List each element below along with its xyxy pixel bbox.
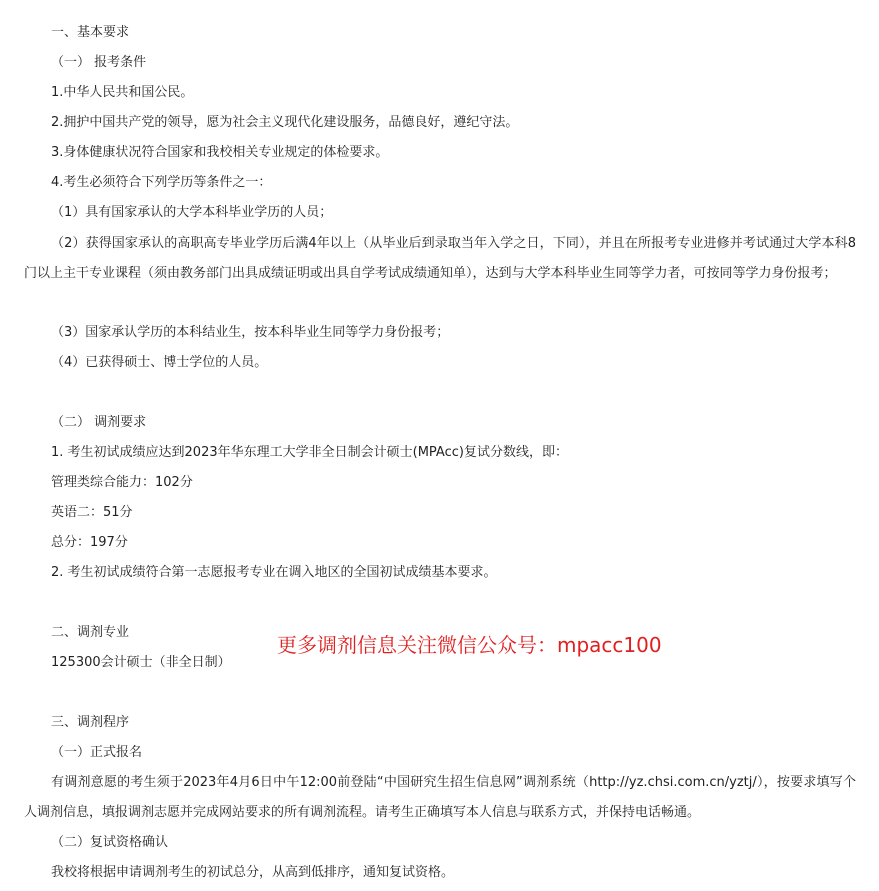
paragraph: 我校将根据申请调剂考生的初试总分，从高到低排序，通知复试资格。 (51, 865, 455, 880)
paragraph: 有调剂意愿的考生须于2023年4月6日中午12:00前登陆“中国研究生招生信息网”调剂系统（http://yz.chsi.com.cn/yztj/），按要求填写个人调剂信息，填报调剂志愿并完成网站要求的所有调剂流程。请考生正确填写本人信息与联系方式，并保持电话畅通。 (24, 775, 856, 820)
paragraph: （1）具有国家承认的大学本科毕业学历的人员； (51, 205, 333, 220)
paragraph: （3）国家承认学历的本科结业生，按本科毕业生同等学力身份报考； (51, 325, 450, 340)
subsection-title: （二）复试资格确认 (51, 835, 169, 850)
paragraph: 2. 考生初试成绩符合第一志愿报考专业在调入地区的全国初试成绩基本要求。 (51, 565, 497, 580)
section-title: 三、调剂程序 (51, 715, 130, 730)
paragraph: 3.身体健康状况符合国家和我校相关专业规定的体检要求。 (51, 145, 389, 160)
subsection-title: （一） 报考条件 (51, 55, 147, 70)
paragraph: 管理类综合能力：102分 (51, 475, 193, 490)
paragraph: 125300会计硕士（非全日制） (51, 655, 231, 670)
paragraph: 4.考生必须符合下列学历等条件之一： (51, 175, 272, 190)
paragraph: 1.中华人民共和国公民。 (51, 85, 194, 100)
paragraph: （4）已获得硕士、博士学位的人员。 (51, 355, 268, 370)
promo-text: 更多调剂信息关注微信公众号：mpacc100 (277, 633, 662, 657)
paragraph: 2.拥护中国共产党的领导，愿为社会主义现代化建设服务，品德良好，遵纪守法。 (51, 115, 519, 130)
section-title: 一、基本要求 (51, 25, 130, 40)
subsection-title: （二） 调剂要求 (51, 415, 147, 430)
paragraph: 1. 考生初试成绩应达到2023年华东理工大学非全日制会计硕士(MPAcc)复试分数线，即： (51, 445, 568, 460)
section-title: 二、调剂专业 (51, 625, 130, 640)
paragraph: 英语二：51分 (51, 505, 133, 520)
paragraph: （2）获得国家承认的高职高专毕业学历后满4年以上（从毕业后到录取当年入学之日，下同），并且在所报考专业进修并考试通过大学本科8门以上主干专业课程（须由教务部门出具成绩证明或出具自学考试成绩通知单），达到与大学本科毕业生同等学力者，可按同等学力身份报考； (24, 236, 856, 281)
paragraph: 总分：197分 (51, 535, 128, 550)
subsection-title: （一）正式报名 (51, 745, 143, 760)
